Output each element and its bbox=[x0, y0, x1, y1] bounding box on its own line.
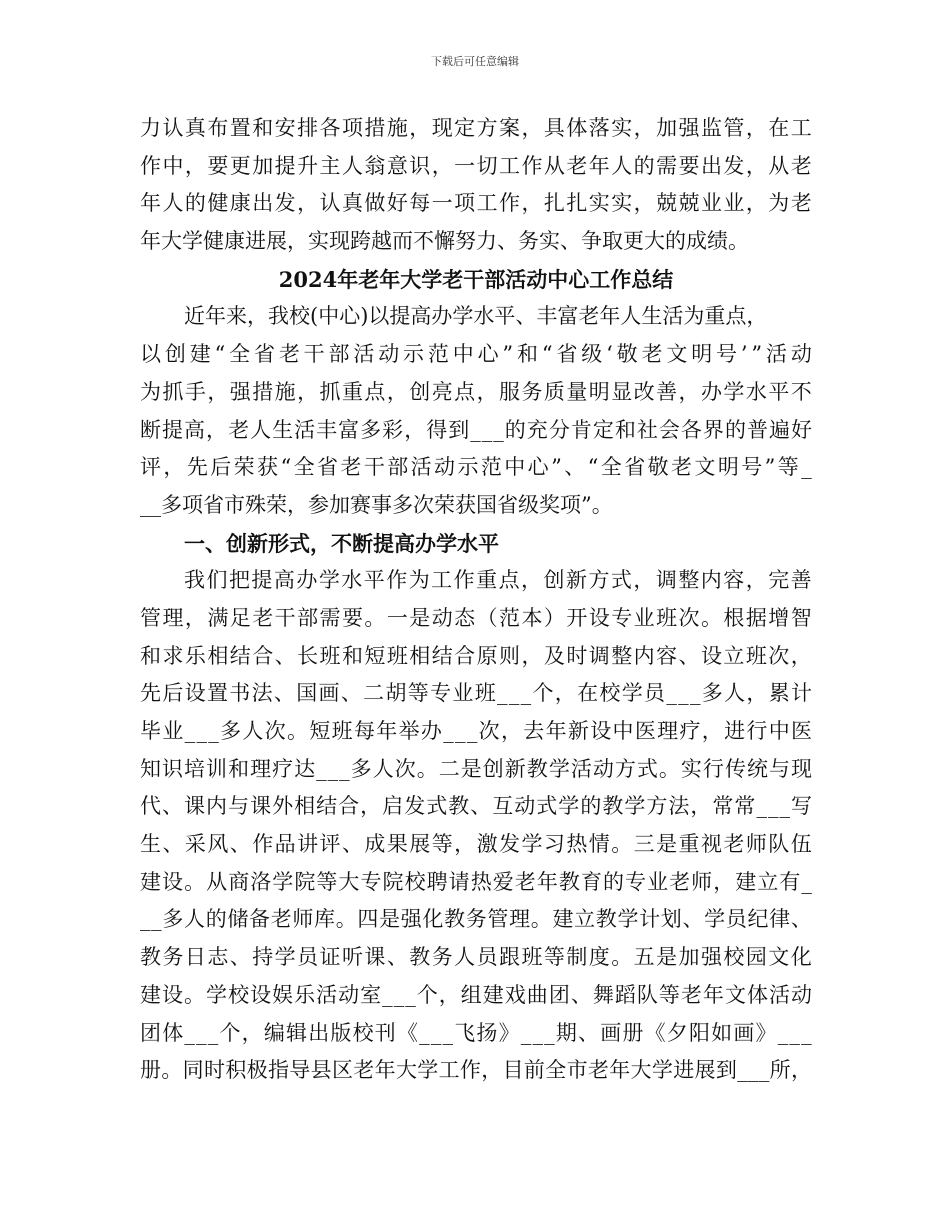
text-line: 先 后 设 置 书 法 、 国 画 、 二 胡 等 专 业 班 _ _ _ 个 ， 在 校 学 员 _ _ _ 多 人 ， 累 计 bbox=[140, 681, 812, 706]
text-line: 以 创 建 “ 全 省 老 干 部 活 动 示 范 中 心 ” 和 “ 省 级 ‘ 敬 老 文 明 号 ’ ” 活 动 bbox=[140, 342, 812, 367]
text-line: 为 抓 手 ， 强 措 施 ， 抓 重 点 ， 创 亮 点 ， 服 务 质 量 明 显 改 善 ， 办 学 水 平 不 bbox=[140, 379, 812, 404]
text-line: 作 中 ， 要 更 加 提 升 主 人 翁 意 识 ， 一 切 工 作 从 老 年 人 的 需 要 出 发 ， 从 老 bbox=[140, 153, 812, 178]
text-line: 断 提 高 ， 老 人 生 活 丰 富 多 彩 ， 得 到 _ _ _ 的 充 分 肯 定 和 社 会 各 界 的 普 遍 好 bbox=[140, 417, 812, 442]
text-line: 代 、 课 内 与 课 外 相 结 合 ， 启 发 式 教 、 互 动 式 学 的 教 学 方 法 ， 常 常 _ _ _ 写 bbox=[140, 794, 812, 819]
text-line: 教 务 日 志 、 持 学 员 证 听 课 、 教 务 人 员 跟 班 等 制 度 。 五 是 加 强 校 园 文 化 bbox=[140, 945, 812, 970]
text-line: 和 求 乐 相 结 合 、 长 班 和 短 班 相 结 合 原 则 ， 及 时 调 整 内 容 、 设 立 班 次 ， bbox=[140, 643, 812, 668]
text-line: 管 理 ， 满 足 老 干 部 需 要 。 一 是 动 态 （ 范 本 ） 开 设 专 业 班 次 。 根 据 增 智 bbox=[140, 605, 812, 630]
text-line: 近年来，我校(中心)以提高办学水平、丰富老年人生活为重点， bbox=[184, 304, 768, 329]
text-line: __多项省市殊荣，参加赛事多次荣获国省级奖项”。 bbox=[140, 492, 613, 517]
text-line: 团 体 _ _ _ 个 ， 编 辑 出 版 校 刊 《 _ _ _ 飞 扬 》 _ _ _ 期 、 画 册 《 夕 阳 如 画 》 _ _ _ bbox=[140, 1020, 812, 1045]
text-line: 册 。 同 时 积 极 指 导 县 区 老 年 大 学 工 作 ， 目 前 全 市 老 年 大 学 进 展 到 _ _ _ 所 ， bbox=[140, 1058, 812, 1083]
paragraph-2 bbox=[140, 562, 812, 1090]
text-line: 建 设 。 学 校 设 娱 乐 活 动 室 _ _ _ 个 ， 组 建 戏 曲 团 、 舞 蹈 队 等 老 年 文 体 活 动 bbox=[140, 982, 812, 1007]
text-line: 建 设 。 从 商 洛 学 院 等 大 专 院 校 聘 请 热 爱 老 年 教 育 的 专 业 老 师 ， 建 立 有 _ bbox=[140, 869, 812, 894]
text-line: 生 、 采 风 、 作 品 讲 评 、 成 果 展 等 ， 激 发 学 习 热 情 。 三 是 重 视 老 师 队 伍 bbox=[140, 832, 812, 857]
text-line: 力 认 真 布 置 和 安 排 各 项 措 施 ， 现 定 方 案 ， 具 体 落 实 ， 加 强 监 管 ， 在 工 bbox=[140, 116, 812, 140]
text-line: 毕 业 _ _ _ 多 人 次 。 短 班 每 年 举 办 _ _ _ 次 ， 去 年 新 设 中 医 理 疗 ， 进 行 中 医 bbox=[140, 719, 812, 743]
text-line: 我 们 把 提 高 办 学 水 平 作 为 工 作 重 点 ， 创 新 方 式 ， 调 整 内 容 ， 完 善 bbox=[184, 568, 812, 593]
paragraph-1 bbox=[140, 298, 812, 524]
text-line: 年 人 的 健 康 出 发 ， 认 真 做 好 每 一 项 工 作 ， 扎 扎 实 实 ， 兢 兢 业 业 ， 为 老 bbox=[140, 191, 812, 216]
section-heading-1: 一、创新形式，不断提高办学水平 bbox=[184, 530, 499, 556]
header-note: 下载后可任意编辑 bbox=[431, 55, 519, 68]
text-line: 年大学健康进展，实现跨越而不懈努力、务实、争取更大的成绩。 bbox=[140, 229, 749, 254]
text-line: 评 ， 先 后 荣 获 “ 全 省 老 干 部 活 动 示 范 中 心 ” 、 “ 全 省 敬 老 文 明 号 ” 等 _ bbox=[140, 455, 812, 480]
document-title: 2024年老年大学老干部活动中心工作总结 bbox=[278, 266, 674, 292]
text-line: _ _ 多 人 的 储 备 老 师 库 。 四 是 强 化 教 务 管 理 。 建 立 教 学 计 划 、 学 员 纪 律 、 bbox=[140, 907, 812, 932]
intro-paragraph bbox=[140, 110, 812, 261]
text-line: 知 识 培 训 和 理 疗 达 _ _ _ 多 人 次 。 二 是 创 新 教 学 活 动 方 式 。 实 行 传 统 与 现 bbox=[140, 756, 812, 781]
document-body bbox=[140, 110, 812, 1090]
